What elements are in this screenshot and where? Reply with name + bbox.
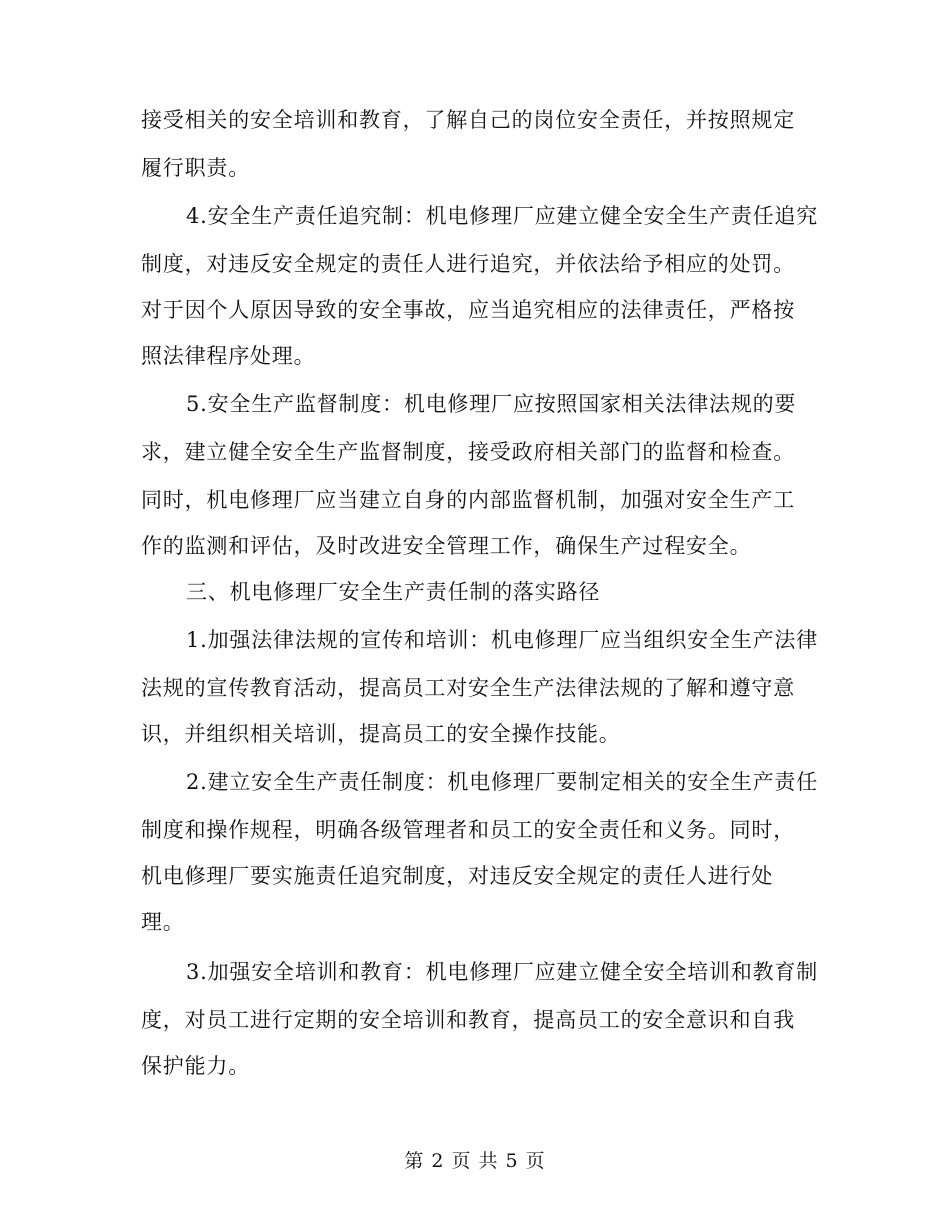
page-number-footer: 第 2 页 共 5 页 (404, 1150, 546, 1172)
text-line: 接受相关的安全培训和教育，了解自己的岗位安全责任，并按照规定 (141, 108, 795, 132)
text-line: 理。 (141, 910, 185, 934)
text-line: 求，建立健全安全生产监督制度，接受政府相关部门的监督和检查。 (141, 440, 795, 464)
text-line: 履行职责。 (141, 156, 250, 180)
paragraph-start-line: 1.加强法律法规的宣传和培训：机电修理厂应当组织安全生产法律 (186, 628, 819, 652)
text-line: 制度，对违反安全规定的责任人进行追究，并依法给予相应的处罚。 (141, 252, 795, 276)
text-line: 度，对员工进行定期的安全培训和教育，提高员工的安全意识和自我 (141, 1008, 795, 1032)
paragraph-start-line: 4.安全生产责任追究制：机电修理厂应建立健全安全生产责任追究 (186, 204, 819, 228)
text-line: 法规的宣传教育活动，提高员工对安全生产法律法规的了解和遵守意 (141, 676, 795, 700)
paragraph-start-line: 5.安全生产监督制度：机电修理厂应按照国家相关法律法规的要 (186, 392, 797, 416)
text-line: 同时，机电修理厂应当建立自身的内部监督机制，加强对安全生产工 (141, 488, 795, 512)
text-line: 照法律程序处理。 (141, 344, 316, 368)
text-line: 对于因个人原因导致的安全事故，应当追究相应的法律责任，严格按 (141, 298, 795, 322)
text-line: 机电修理厂要实施责任追究制度，对违反安全规定的责任人进行处 (141, 864, 774, 888)
text-line: 识，并组织相关培训，提高员工的安全操作技能。 (141, 722, 621, 746)
paragraph-start-line: 2.建立安全生产责任制度：机电修理厂要制定相关的安全生产责任 (186, 770, 819, 794)
text-line: 制度和操作规程，明确各级管理者和员工的安全责任和义务。同时， (141, 818, 795, 842)
text-line: 保护能力。 (141, 1054, 250, 1078)
section-heading: 三、机电修理厂安全生产责任制的落实路径 (186, 580, 601, 604)
paragraph-start-line: 3.加强安全培训和教育：机电修理厂应建立健全安全培训和教育制 (186, 960, 819, 984)
text-line: 作的监测和评估，及时改进安全管理工作，确保生产过程安全。 (141, 534, 752, 558)
